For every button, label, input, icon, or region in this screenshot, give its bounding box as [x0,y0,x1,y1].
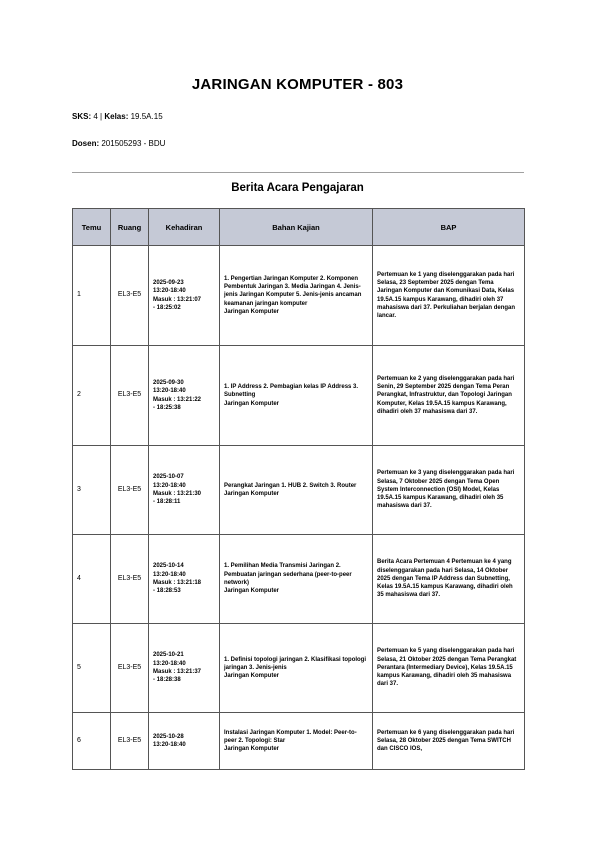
kehadiran-cell [149,446,220,535]
ruang-cell: EL3-E5 [111,346,149,446]
attendance-time: 13:20-18:40 [153,660,186,667]
bahan-subject: Jaringan Komputer [224,746,280,753]
attendance-out: - 18:25:38 [153,404,181,411]
attendance-time: 13:20-18:40 [153,482,186,489]
bahan-cell [220,346,373,446]
page-title: JARINGAN KOMPUTER - 803 [191,76,404,93]
kelas-value: 19.5A.15 [130,112,163,121]
attendance-date: 2025-09-30 [153,379,184,386]
attendance-time: 13:20-18:40 [153,742,186,748]
sks-value: 4 [93,112,98,121]
temu-cell: 6 [73,713,111,770]
attendance-date: 2025-10-21 [153,652,184,659]
table-header-row [73,209,525,246]
teaching-report-table [72,208,525,770]
kelas-label: Kelas [104,112,126,121]
table-row [73,246,525,346]
bahan-text: Instalasi Jaringan Komputer 1. Model: Peer-to-peer 2. Topologi: Star [224,729,357,744]
attendance-out: - 18:28:53 [153,588,181,595]
kehadiran-cell [149,246,220,346]
ruang-cell: EL3-E5 [111,624,149,713]
attendance-in: Masuk : 13:21:30 [153,491,202,497]
bahan-text: Perangkat Jaringan 1. HUB 2. Switch 3. Router [224,482,357,489]
attendance-in: Masuk : 13:21:37 [153,669,202,675]
attendance-out: - 18:25:02 [153,304,181,311]
temu-cell: 5 [73,624,111,713]
attendance-out: - 18:28:38 [153,677,181,684]
temu-cell: 3 [73,446,111,535]
bap-cell: Pertemuan ke 6 yang diselenggarakan pada hari Selasa, 28 Oktober 2025 dengan Tema SWITCH dan CISCO IOS, [373,713,525,770]
bahan-subject: Jaringan Komputer [224,400,280,407]
header-bap: BAP [373,209,525,246]
header-ruang: Ruang [111,209,149,246]
bahan-subject: Jaringan Komputer [224,588,280,595]
attendance-out: - 18:28:11 [153,499,181,506]
sks-label: SKS [72,112,89,121]
bap-cell: Pertemuan ke 2 yang diselenggarakan pada hari Senin, 29 September 2025 dengan Tema Peran Perangkat, Infrastruktur, dan Topologi Jaringan Komputer, Kelas 19.5A.15 kampus Karawang, dihadiri oleh 37 mahasiswa dari 37. [373,346,525,446]
table-row [73,713,525,770]
attendance-time: 13:20-18:40 [153,388,186,395]
attendance-in: Masuk : 13:21:18 [153,580,202,586]
table-row [73,346,525,446]
bap-cell: Pertemuan ke 1 yang diselenggarakan pada hari Selasa, 23 September 2025 dengan Tema Jaringan Komputer dan Komunikasi Data, Kelas 19.5A.15 kampus Karawang, dihadiri oleh 37 mahasiswa dari 37. Perkuliahan berjalan dengan lancar. [373,246,525,346]
attendance-time: 13:20-18:40 [153,571,186,578]
course-meta: SKS: 4 | Kelas: 19.5A.15 [72,112,163,121]
bahan-text: 1. Definisi topologi jaringan 2. Klasifikasi topologi jaringan 3. Jenis-jenis [224,656,367,671]
bahan-cell [220,713,373,770]
kehadiran-cell [149,713,220,770]
bahan-text: 1. IP Address 2. Pembagian kelas IP Address 3. Subnetting [224,384,359,399]
attendance-date: 2025-09-23 [153,279,184,286]
attendance-time: 13:20-18:40 [153,288,186,295]
bap-cell: Pertemuan ke 5 yang diselenggarakan pada hari Selasa, 21 Oktober 2025 dengan Tema Perangkat Perantara (Intermediary Device), Kelas 19.5A.15 kampus Karawang, dihadiri oleh 35 mahasiswa dari 37. [373,624,525,713]
ruang-cell: EL3-E5 [111,446,149,535]
temu-cell: 2 [73,346,111,446]
ruang-cell: EL3-E5 [111,713,149,770]
temu-cell: 1 [73,246,111,346]
table-row [73,535,525,624]
bap-cell: Pertemuan ke 3 yang diselenggarakan pada hari Selasa, 7 Oktober 2025 dengan Tema Open System Interconnection (OSI) Model, Kelas 19.5A.15 kampus Karawang, dihadiri oleh 35 mahasiswa dari 37. [373,446,525,535]
attendance-date: 2025-10-28 [153,733,184,740]
kehadiran-cell [149,535,220,624]
section-title: Berita Acara Pengajaran [231,182,364,194]
bahan-cell [220,624,373,713]
divider [72,172,524,173]
attendance-in: Masuk : 13:21:07 [153,296,202,303]
dosen-value: 201505293 - BDU [101,139,166,148]
temu-cell: 4 [73,535,111,624]
bahan-text: 1. Pemilihan Media Transmisi Jaringan 2. Pembuatan jaringan sederhana (peer-to-peer network) [224,563,352,586]
bahan-subject: Jaringan Komputer [224,491,280,497]
bahan-text: 1. Pengertian Jaringan Komputer 2. Komponen Pembentuk Jaringan 3. Media Jaringan 4. Jenis-jenis Jaringan Komputer 5. Jenis-jenis ancaman keamanan jaringan komputer [224,275,362,307]
bahan-cell [220,535,373,624]
ruang-cell: EL3-E5 [111,246,149,346]
dosen-label: Dosen [72,139,97,148]
table-row [73,446,525,535]
bahan-cell [220,446,373,535]
header-temu: Temu [73,209,111,246]
bap-cell: Berita Acara Pertemuan 4 Pertemuan ke 4 yang diselenggarakan pada hari Selasa, 14 Oktober 2025 dengan Tema IP Address dan Subnetting, Kelas 19.5A.15 kampus Karawang, dihadiri oleh 35 mahasiswa dari 37. [373,535,525,624]
attendance-date: 2025-10-07 [153,474,184,481]
bahan-subject: Jaringan Komputer [224,308,280,315]
attendance-in: Masuk : 13:21:22 [153,396,202,403]
lecturer-meta: Dosen: 201505293 - BDU [72,139,166,148]
attendance-date: 2025-10-14 [153,563,184,570]
kehadiran-cell [149,624,220,713]
header-bahan-kajian: Bahan Kajian [220,209,373,246]
table-row [73,624,525,713]
ruang-cell: EL3-E5 [111,535,149,624]
bahan-subject: Jaringan Komputer [224,673,280,680]
header-kehadiran: Kehadiran [149,209,220,246]
bahan-cell [220,246,373,346]
kehadiran-cell [149,346,220,446]
